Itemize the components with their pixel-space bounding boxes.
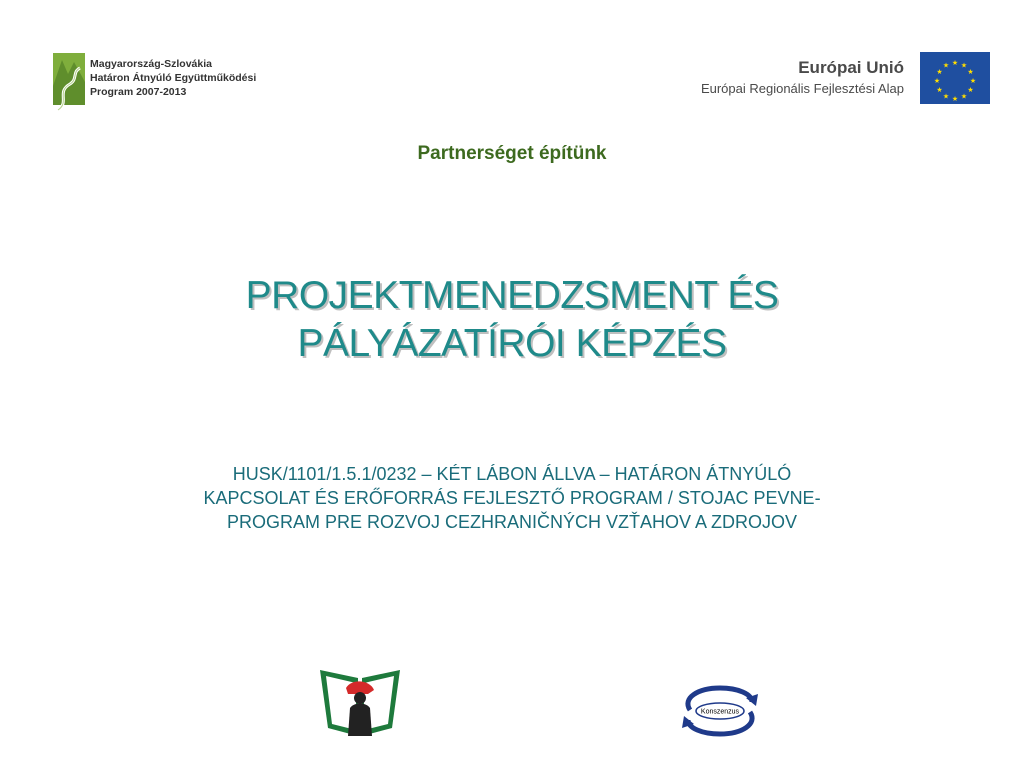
subtitle-line: HUSK/1101/1.5.1/0232 – KÉT LÁBON ÁLLVA – HATÁRON ÁTNYÚLÓ: [232, 464, 792, 484]
mountain-river-icon: [52, 52, 86, 112]
svg-text:★: ★: [936, 68, 943, 76]
program-logo-line: Program 2007-2013: [90, 86, 187, 98]
program-logo-line: Határon Átnyúló Együttműködési: [90, 72, 257, 84]
tagline: Partnerséget építünk: [417, 143, 607, 164]
konszenzus-logo: [676, 684, 764, 743]
svg-text:★: ★: [967, 86, 974, 94]
konszenzus-text: Konszenzus: [700, 708, 740, 716]
subtitle-line: KAPCSOLAT ÉS ERŐFORRÁS FEJLESZTŐ PROGRAM / STOJAC PEVNE-: [203, 488, 821, 508]
svg-text:★: ★: [933, 77, 941, 85]
eu-flag-icon: [920, 52, 990, 104]
svg-text:★: ★: [960, 92, 968, 101]
svg-text:★: ★: [951, 59, 959, 67]
cycle-arrows-icon: [676, 684, 764, 738]
program-logo-line: Magyarország-Szlovákia: [90, 58, 212, 70]
page-title: [100, 272, 924, 368]
program-logo-text: [90, 57, 256, 99]
program-logo: [52, 52, 272, 114]
project-subtitle: [150, 462, 874, 534]
svg-text:★: ★: [942, 92, 950, 101]
svg-text:★: ★: [951, 95, 959, 103]
svg-text:★: ★: [942, 61, 950, 70]
svg-text:★: ★: [936, 86, 943, 94]
eu-title: Európai Unió: [798, 58, 904, 77]
svg-text:★: ★: [967, 68, 974, 76]
title-line: PÁLYÁZATÍRÓI KÉPZÉS: [297, 322, 727, 365]
title-line: PROJEKTMENEDZSMENT ÉS: [245, 274, 779, 317]
svg-text:★: ★: [969, 77, 977, 85]
eu-subtitle: Európai Regionális Fejlesztési Alap: [700, 81, 904, 96]
eu-logo: [690, 52, 990, 106]
book-figure-logo: [318, 664, 402, 741]
svg-text:★: ★: [960, 61, 968, 70]
book-figure-icon: [318, 664, 402, 736]
subtitle-line: PROGRAM PRE ROZVOJ CEZHRANIČNÝCH VZŤAHOV A ZDROJOV: [226, 512, 798, 532]
